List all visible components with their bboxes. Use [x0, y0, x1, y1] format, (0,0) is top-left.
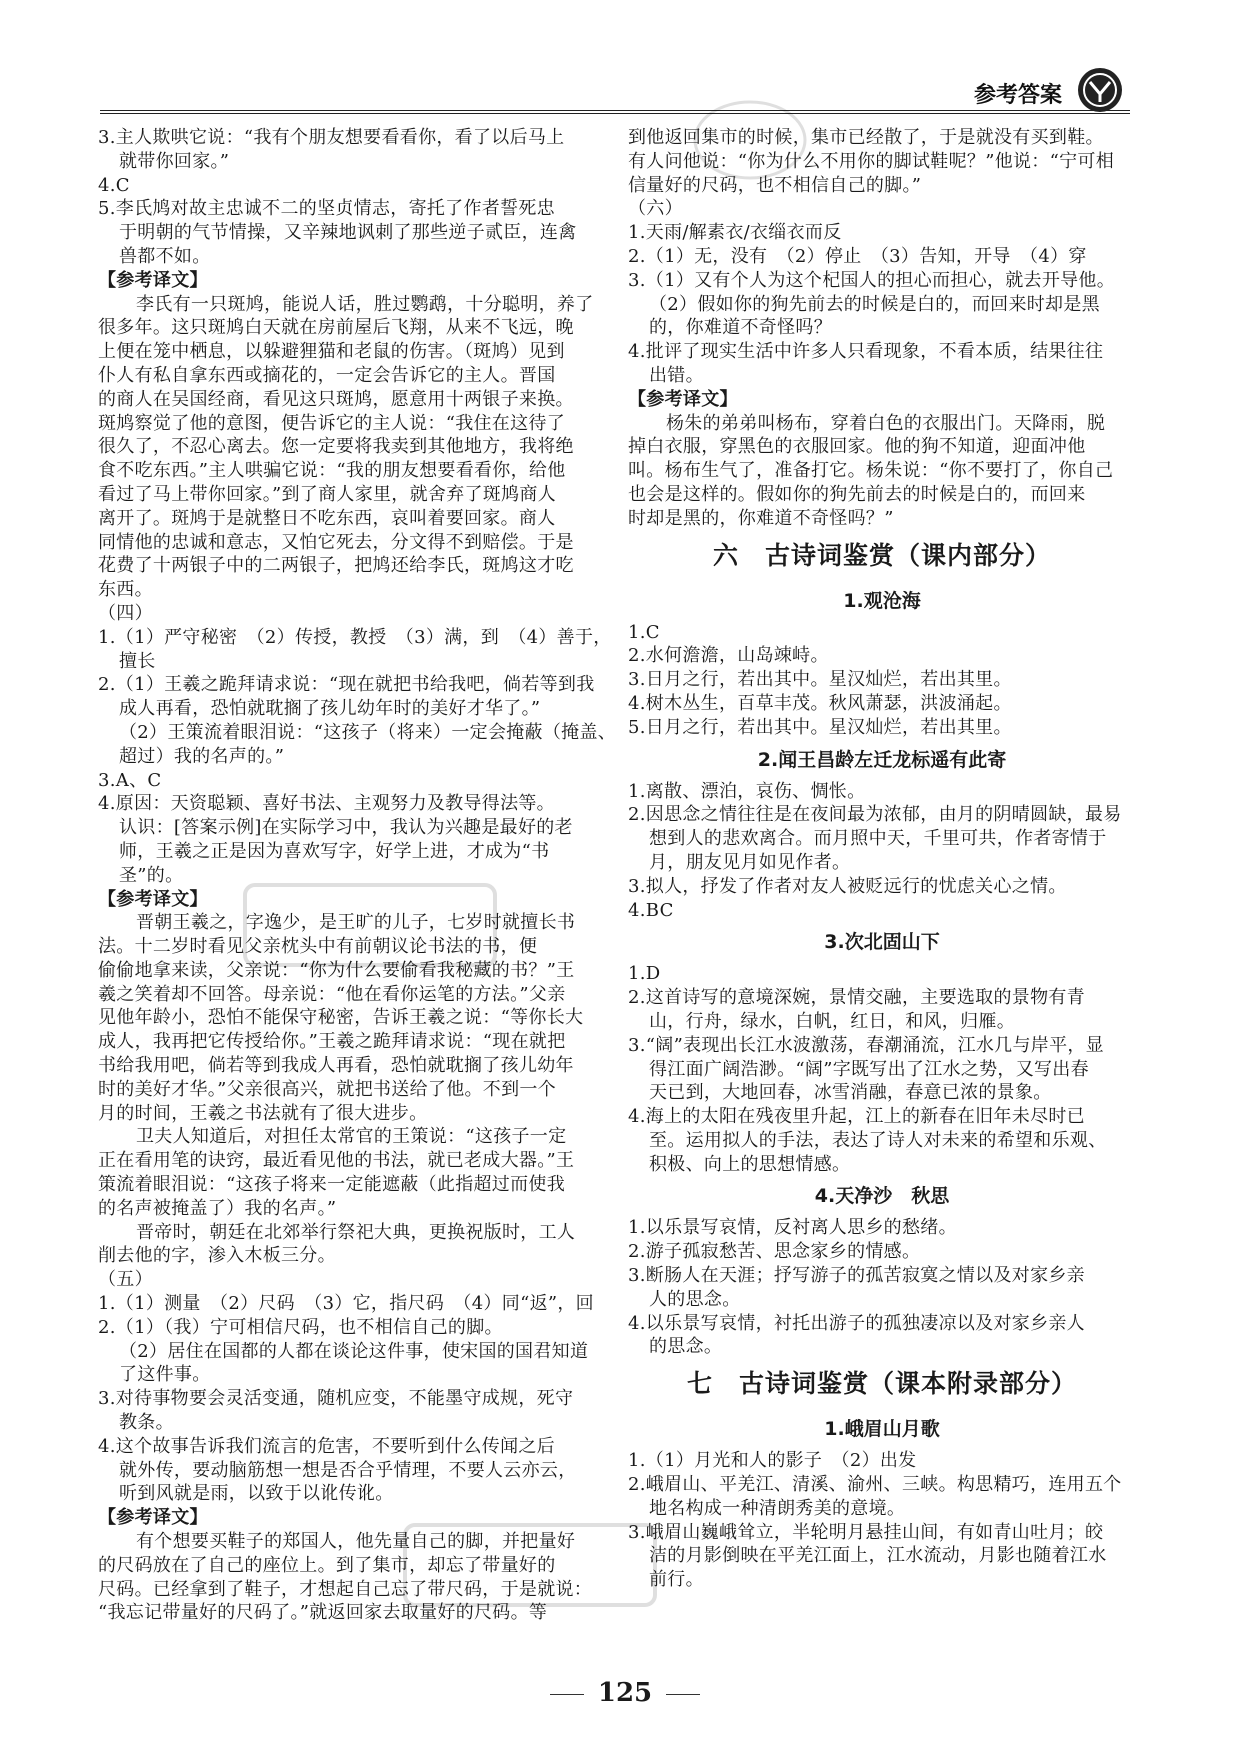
- text-line: 同情他的忠诚和意志，又怕它死去，分文得不到赔偿。于是: [98, 531, 574, 553]
- poem-title: 1.峨眉山月歌: [824, 1418, 940, 1441]
- answer-line: 地名构成一种清朗秀美的意境。: [649, 1497, 906, 1519]
- answer-line: 2.这首诗写的意境深婉，景情交融，主要选取的景物有青: [628, 987, 1085, 1009]
- answer-line: 2.因思念之情往往是在夜间最为浓郁，由月的阴晴圆缺，最易: [628, 804, 1122, 826]
- text-line: 3.A、C: [98, 769, 162, 791]
- footer-dash-left: [550, 1694, 584, 1695]
- text-line: 的名声被掩盖了）我的名声。”: [98, 1197, 337, 1219]
- text-line: （五）: [98, 1269, 153, 1291]
- text-line: 看过了马上带你回家。”到了商人家里，就舍弃了斑鸠商人: [98, 483, 556, 505]
- text-line: 书给我用吧，倘若等到我成人再看，恐怕就耽搁了孩儿幼年: [98, 1055, 574, 1077]
- text-line: “我忘记带量好的尺码了。”就返回家去取量好的尺码。等: [98, 1602, 548, 1624]
- text-line: （2）王策流着眼泪说：“这孩子（将来）一定会掩蔽（掩盖、: [119, 721, 617, 743]
- answer-line: 前行。: [649, 1569, 704, 1591]
- text-line: 1.（1）测量 （2）尺码 （3）它，指尺码 （4）同“返”，回: [98, 1293, 594, 1315]
- text-line: 就外传，要动脑筋想一想是否合乎情理，不要人云亦云，: [119, 1459, 577, 1481]
- text-line: 的商人在吴国经商，看见这只斑鸠，愿意用十两银子来换。: [98, 388, 574, 410]
- answer-line: 4.海上的太阳在残夜里升起，江上的新春在旧年未尽时已: [628, 1106, 1085, 1128]
- text-line: 晋帝时，朝廷在北郊举行祭祀大典，更换祝版时，工人: [136, 1221, 576, 1243]
- answer-line: 4.以乐景写哀情，衬托出游子的孤独凄凉以及对家乡亲人: [628, 1312, 1085, 1334]
- text-line: （四）: [98, 602, 153, 624]
- answer-line: 的思念。: [649, 1336, 723, 1358]
- answer-line: 人的思念。: [649, 1288, 741, 1310]
- text-line: 有个想要买鞋子的郑国人，他先量自己的脚，并把量好: [136, 1531, 576, 1553]
- answer-line: 洁的月影倒映在平羌江面上，江水流动，月影也随着江水: [649, 1545, 1107, 1567]
- answer-line: 4.BC: [628, 899, 674, 921]
- text-line: 斑鸠察觉了他的意图，便告诉它的主人说：“我住在这待了: [98, 412, 565, 434]
- answer-line: 1.D: [628, 963, 661, 985]
- text-line: 到他返回集市的时候，集市已经散了，于是就没有买到鞋。: [628, 127, 1104, 148]
- text-line: 圣”的。: [119, 864, 184, 886]
- section-title: 七 古诗词鉴赏（课本附录部分）: [686, 1369, 1077, 1399]
- text-line: 3.（1）又有个人为这个杞国人的担心而担心，就去开导他。: [628, 269, 1116, 291]
- text-line: 于明朝的气节情操，又辛辣地讽刺了那些逆子贰臣，连禽: [119, 222, 577, 244]
- text-line: 成人再看，恐怕就耽搁了孩儿幼年时的美好才华了。”: [119, 698, 541, 720]
- section-tag: 【参考译文】: [628, 388, 738, 410]
- text-line: 羲之笑着却不回答。母亲说：“他在看你运笔的方法。”父亲: [98, 983, 566, 1005]
- answer-line: 得江面广阔浩渺。“阔”字既写出了江水之势，又写出春: [649, 1058, 1089, 1080]
- text-line: 1.（1）严守秘密 （2）传授，教授 （3）满，到 （4）善于，: [98, 626, 612, 648]
- answer-line: 2.峨眉山、平羌江、清溪、渝州、三峡。构思精巧，连用五个: [628, 1474, 1122, 1496]
- text-line: 叫。杨布生气了，准备打它。杨朱说：“你不要打了，你自己: [628, 460, 1114, 482]
- text-line: 3.主人欺哄它说：“我有个朋友想要看看你，看了以后马上: [98, 127, 565, 148]
- text-line: 东西。: [98, 579, 153, 601]
- answer-line: 2.游子孤寂愁苦、思念家乡的情感。: [628, 1241, 921, 1263]
- page-header: [100, 58, 1130, 114]
- text-line: 有人问他说：“你为什么不用你的脚试鞋呢？”他说：“宁可相: [628, 150, 1115, 172]
- answer-line: 1.（1）月光和人的影子 （2）出发: [628, 1450, 917, 1472]
- text-line: 削去他的字，渗入木板三分。: [98, 1245, 336, 1267]
- answer-line: 4.树木丛生，百草丰茂。秋风萧瑟，洪波涌起。: [628, 692, 1012, 714]
- text-line: 认识：[答案示例]在实际学习中，我认为兴趣是最好的老: [119, 817, 573, 839]
- text-line: 信量好的尺码，也不相信自己的脚。”: [628, 174, 922, 196]
- section-title: 六 古诗词鉴赏（课内部分）: [712, 540, 1051, 570]
- text-line: 尺码。已经拿到了鞋子，才想起自己忘了带尺码，于是就说：: [98, 1578, 593, 1600]
- text-line: 仆人有私自拿东西或摘花的，一定会告诉它的主人。晋国: [98, 364, 556, 386]
- text-line: 很久了，不忍心离去。您一定要将我卖到其他地方，我将绝: [98, 436, 574, 458]
- text-line: 2.（1）（我）宁可相信尺码，也不相信自己的脚。: [98, 1316, 503, 1338]
- text-line: 了这件事。: [119, 1364, 211, 1386]
- text-line: 听到风就是雨，以致于以讹传讹。: [119, 1483, 394, 1505]
- text-line: 2.（1）王羲之跪拜请求说：“现在就把书给我吧，倘若等到我: [98, 674, 595, 696]
- text-line: 擅长: [119, 650, 156, 672]
- right-column: [628, 126, 1136, 1592]
- poem-title: 3.次北固山下: [824, 931, 940, 954]
- poem-title: 4.天净沙 秋思: [814, 1185, 950, 1208]
- text-line: 花费了十两银子中的二两银子，把鸠还给李氏，斑鸠这才吃: [98, 555, 574, 577]
- text-line: 偷偷地拿来读，父亲说：“你为什么要偷看我秘藏的书？”王: [98, 959, 575, 981]
- answer-line: 山，行舟，绿水，白帆，红日，和风，归雁。: [649, 1010, 1015, 1032]
- text-line: 离开了。斑鸠于是就整日不吃东西，哀叫着要回家。商人: [98, 507, 556, 529]
- page-number: 125: [597, 1678, 653, 1708]
- text-line: 4.C: [98, 174, 130, 196]
- text-line: 就带你回家。”: [119, 150, 230, 172]
- answer-line: 至。运用拟人的手法，表达了诗人对未来的希望和乐观、: [649, 1129, 1107, 1151]
- section-tag: 【参考译文】: [98, 888, 208, 910]
- section-tag: 【参考译文】: [98, 269, 208, 291]
- answer-line: 积极、向上的思想情感。: [649, 1153, 851, 1175]
- text-line: 3.对待事物要会灵活变通，随机应变，不能墨守成规，死守: [98, 1388, 574, 1410]
- answer-line: 天已到，大地回春，冰雪消融，春意已浓的景象。: [649, 1082, 1052, 1104]
- answer-line: 5.日月之行，若出其中。星汉灿烂，若出其里。: [628, 716, 1012, 738]
- text-line: 1.天雨/解素衣/衣缁衣而反: [628, 222, 842, 244]
- text-line: 卫夫人知道后，对担任太常官的王策说：“这孩子一定: [136, 1126, 567, 1148]
- text-line: 掉白衣服，穿黑色的衣服回家。他的狗不知道，迎面冲他: [628, 436, 1086, 458]
- text-line: 策流着眼泪说：“这孩子将来一定能遮蔽（此指超过而使我: [98, 1174, 565, 1196]
- text-line: 杨朱的弟弟叫杨布，穿着白色的衣服出门。天降雨，脱: [666, 412, 1106, 434]
- answer-line: 3.拟人，抒发了作者对友人被贬远行的忧虑关心之情。: [628, 875, 1067, 897]
- footer-dash-right: [666, 1694, 700, 1695]
- text-line: 兽都不如。: [119, 245, 211, 267]
- left-column: [98, 126, 617, 1625]
- answer-line: 2.水何澹澹，山岛竦峙。: [628, 645, 829, 667]
- text-line: 食不吃东西。”主人哄骗它说：“我的朋友想要看看你，给他: [98, 460, 566, 482]
- answer-line: 3.“阔”表现出长江水波激荡，春潮涌流，江水几与岸平，显: [628, 1034, 1104, 1056]
- text-line: 成人，我再把它传授给你。”王羲之跪拜请求说：“现在就把: [98, 1031, 566, 1053]
- text-line: 李氏有一只斑鸠，能说人话，胜过鹦鹉，十分聪明，养了: [136, 293, 594, 315]
- text-line: 也会是这样的。假如你的狗先前去的时候是白的，而回来: [628, 483, 1086, 505]
- text-line: （2）居住在国都的人都在谈论这件事，使宋国的国君知道: [119, 1340, 589, 1362]
- answer-line: 月，朋友见月如见作者。: [649, 851, 851, 873]
- header-title: 参考答案: [973, 83, 1062, 108]
- text-line: 的，你难道不奇怪吗？: [649, 317, 832, 339]
- answer-line: 3.峨眉山巍峨耸立，半轮明月悬挂山间，有如青山吐月；皎: [628, 1521, 1104, 1543]
- answer-line: 3.日月之行，若出其中。星汉灿烂，若出其里。: [628, 669, 1012, 691]
- text-line: 5.李氏鸠对故主忠诚不二的坚贞情志，寄托了作者誓死忠: [98, 198, 555, 220]
- text-line: 4.批评了现实生活中许多人只看现象，不看本质，结果往往: [628, 341, 1104, 363]
- text-line: 月的时间，王羲之书法就有了很大进步。: [98, 1102, 428, 1124]
- text-line: 4.这个故事告诉我们流言的危害，不要听到什么传闻之后: [98, 1435, 555, 1457]
- text-line: 时却是黑的，你难道不奇怪吗？”: [628, 507, 894, 529]
- header-rule: [100, 110, 1130, 114]
- answer-line: 1.C: [628, 621, 660, 643]
- text-line: 2.（1）无，没有 （2）停止 （3）告知，开导 （4）穿: [628, 245, 1087, 267]
- text-line: 4.原因：天资聪颖、喜好书法、主观努力及教导得法等。: [98, 793, 555, 815]
- answer-line: 1.以乐景写哀情，反衬离人思乡的愁绪。: [628, 1217, 957, 1239]
- text-line: 时的美好才华。”父亲很高兴，就把书送给了他。不到一个: [98, 1078, 556, 1100]
- answer-line: 1.离散、漂泊，哀伤、惆怅。: [628, 780, 866, 802]
- text-line: 法。十二岁时看见父亲枕头中有前朝议论书法的书，便: [98, 936, 538, 958]
- text-line: 超过）我的名声的。”: [119, 745, 285, 767]
- text-line: 的尺码放在了自己的座位上。到了集市，却忘了带量好的: [98, 1554, 556, 1576]
- text-line: （2）假如你的狗先前去的时候是白的，而回来时却是黑: [649, 293, 1100, 315]
- poem-title: 2.闻王昌龄左迁龙标遥有此寄: [757, 748, 1007, 771]
- text-line: 很多年。这只斑鸠白天就在房前屋后飞翔，从来不飞远，晚: [98, 317, 574, 339]
- text-line: 出错。: [649, 364, 704, 386]
- page-number-footer: [0, 1678, 1250, 1708]
- text-line: （六）: [628, 198, 683, 220]
- section-tag: 【参考译文】: [98, 1507, 208, 1529]
- text-line: 师，王羲之正是因为喜欢写字，好学上进，才成为“书: [119, 840, 550, 862]
- text-line: 见他年龄小，恐怕不能保守秘密，告诉王羲之说：“等你长大: [98, 1007, 584, 1029]
- answer-line: 3.断肠人在天涯；抒写游子的孤苦寂寞之情以及对家乡亲: [628, 1265, 1085, 1287]
- text-line: 晋朝王羲之，字逸少，是王旷的儿子，七岁时就擅长书: [136, 912, 576, 934]
- text-line: 教条。: [119, 1412, 174, 1434]
- logo-badge-icon: [1076, 66, 1124, 114]
- text-line: 正在看用笔的诀窍，最近看见他的书法，就已老成大器。”王: [98, 1150, 575, 1172]
- text-line: 上便在笼中栖息，以躲避狸猫和老鼠的伤害。（斑鸠）见到: [98, 341, 565, 363]
- poem-title: 1.观沧海: [843, 589, 921, 612]
- answer-line: 想到人的悲欢离合。而月照中天，千里可共，作者寄情于: [649, 828, 1107, 850]
